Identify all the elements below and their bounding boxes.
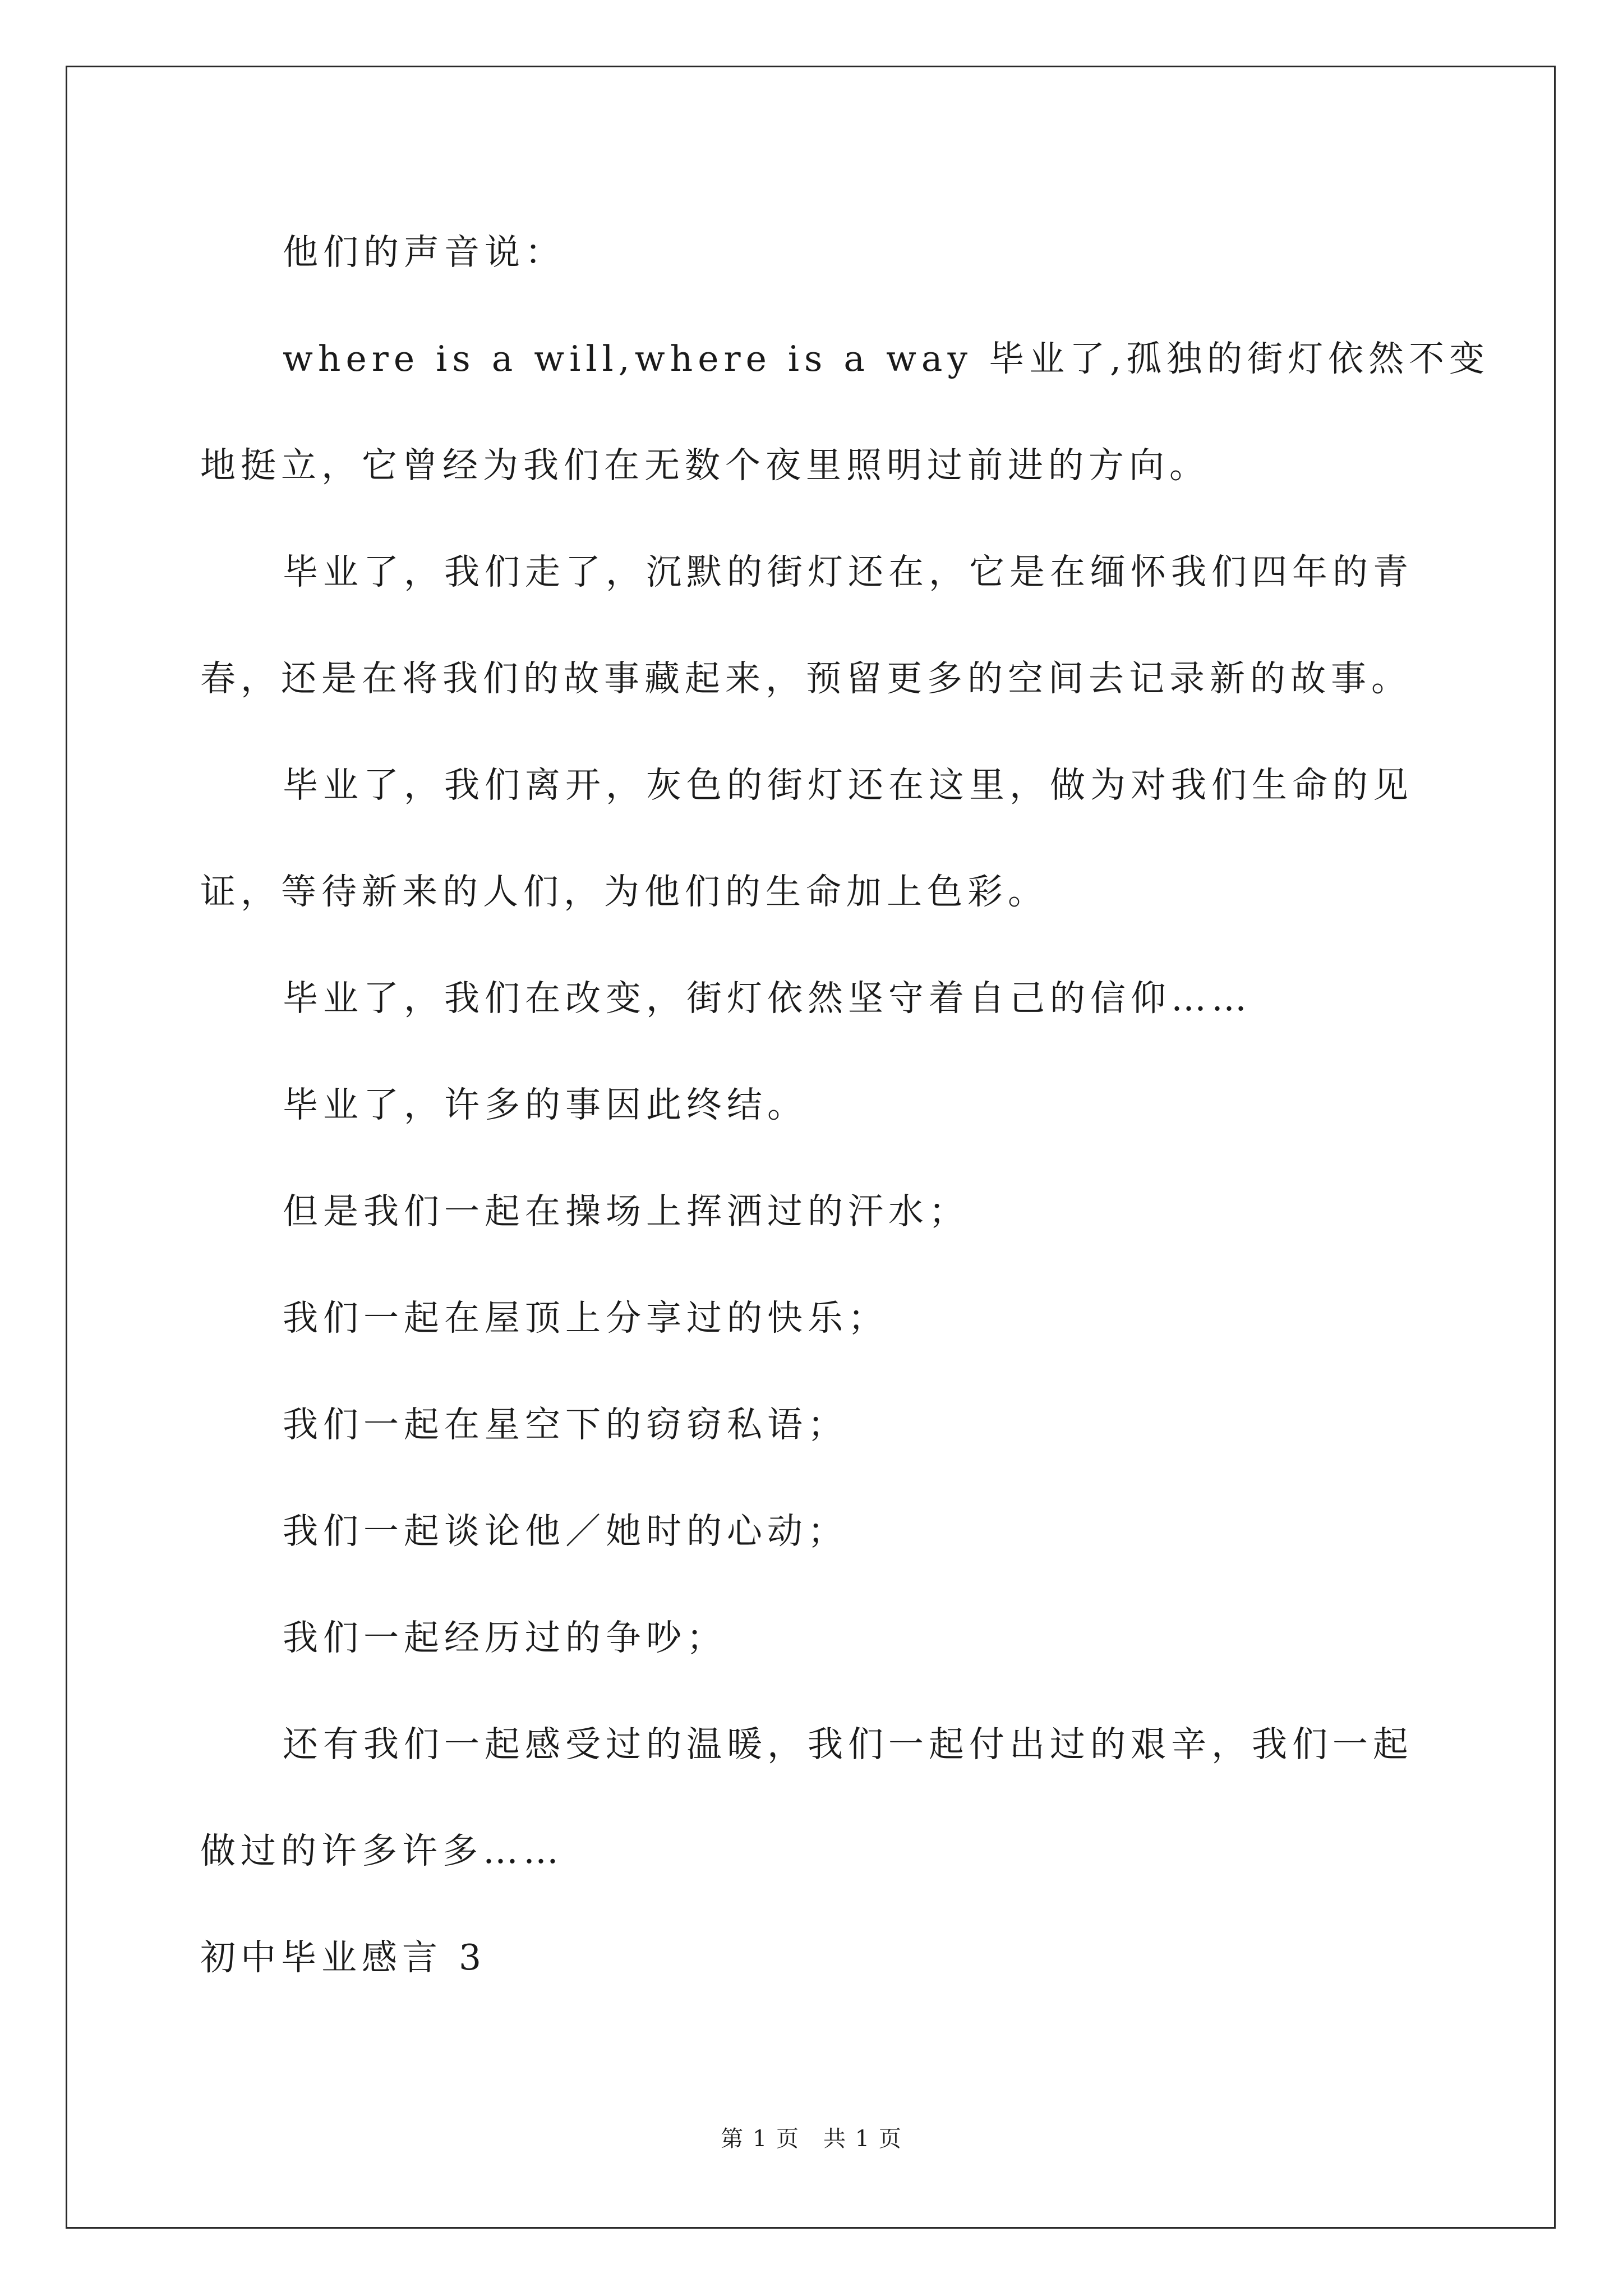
paragraph-line: 毕业了，许多的事因此终结。: [283, 1084, 808, 1125]
paragraph-line: 毕业了，我们走了，沉默的街灯还在，它是在缅怀我们四年的青: [283, 551, 1413, 592]
paragraph-line: 我们一起经历过的争吵；: [283, 1617, 727, 1658]
paragraph-line: where is a will,where is a way 毕业了,孤独的街灯依然不变: [283, 338, 1490, 379]
paragraph-line: 还有我们一起感受过的温暖，我们一起付出过的艰辛，我们一起: [283, 1724, 1413, 1765]
paragraph-line: 我们一起在屋顶上分享过的快乐；: [283, 1297, 888, 1338]
paragraph-line: 毕业了，我们离开，灰色的街灯还在这里，做为对我们生命的见: [283, 765, 1413, 806]
paragraph-line: 毕业了，我们在改变，街灯依然坚守着自己的信仰……: [283, 978, 1252, 1019]
paragraph-line: 做过的许多许多……: [200, 1830, 564, 1871]
paragraph-line: 我们一起谈论他／她时的心动；: [283, 1511, 848, 1552]
paragraph-line: 春，还是在将我们的故事藏起来，预留更多的空间去记录新的故事。: [200, 658, 1412, 699]
section-heading: 初中毕业感言 3: [200, 1937, 487, 1978]
paragraph-line: 证，等待新来的人们，为他们的生命加上色彩。: [200, 871, 1048, 912]
paragraph-line: 他们的声音说：: [283, 232, 565, 273]
paragraph-line: 地挺立，它曾经为我们在无数个夜里照明过前进的方向。: [200, 445, 1210, 486]
paragraph-line: 我们一起在星空下的窃窃私语；: [283, 1404, 848, 1445]
page-border: [66, 66, 1556, 2229]
paragraph-line: 但是我们一起在操场上挥洒过的汗水；: [283, 1191, 969, 1232]
page-footer: 第 1 页 共 1 页: [721, 2126, 902, 2152]
